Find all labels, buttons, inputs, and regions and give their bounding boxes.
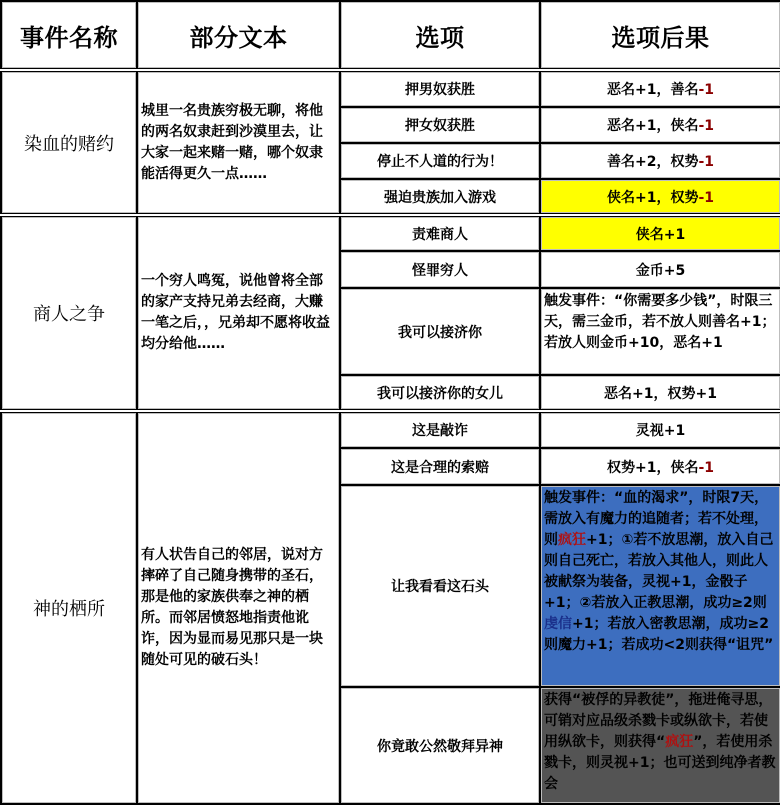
choice-cell: 我可以接济你的女儿 (340, 375, 540, 411)
choice-cell: 停止不人道的行为！ (340, 143, 540, 179)
event-name-cell: 神的栖所 (1, 411, 137, 804)
header-event-name: 事件名称 (1, 1, 137, 70)
outcome-cell: 灵视+1 (540, 411, 780, 448)
choice-cell: 怪罪穷人 (340, 251, 540, 288)
header-part-text: 部分文本 (137, 1, 340, 70)
event-name-cell: 商人之争 (1, 215, 137, 411)
header-choice: 选项 (340, 1, 540, 70)
outcome-text: 权势+1，侠名 (606, 459, 699, 476)
outcome-cell-highlighted (540, 485, 780, 687)
outcome-negative: -1 (698, 82, 715, 98)
outcome-cell: 触发事件：“你需要多少钱”，时限三天，需三金币，若不放人则善名+1；若放人则金币+10，恶名+1 (540, 288, 780, 375)
outcome-text: 恶名+1，侠名 (606, 118, 699, 134)
choice-cell: 让我看看这石头 (340, 485, 540, 687)
table-row (1, 411, 780, 448)
outcome-keyword-madness: 疯狂 (558, 532, 586, 548)
outcome-text: 触发事件：“血的渴求”，时限7天，需放入有魔力的追随者；若不处理，则 (544, 490, 769, 548)
choice-cell: 这是合理的索赔 (340, 448, 540, 485)
choice-cell: 押男奴获胜 (340, 70, 540, 107)
outcome-negative: -1 (698, 189, 715, 206)
header-row (1, 1, 780, 70)
choice-cell: 强迫贵族加入游戏 (340, 179, 540, 215)
outcome-text: 善名+2，权势 (606, 154, 699, 170)
outcome-text: 获得“被俘的异教徒”，拖进俺寻思，可销对应品级杀戮卡或纵欲卡，若使用纵欲卡，则获得“ (544, 692, 773, 750)
outcome-negative: -1 (698, 118, 715, 134)
table-row (1, 70, 780, 107)
part-text-cell: 一个穷人鸣冤，说他曾将全部的家产支持兄弟去经商，大赚一笔之后，，兄弟却不愿将收益均分给他…… (137, 215, 340, 411)
outcome-negative: -1 (698, 459, 715, 476)
header-outcome: 选项后果 (540, 1, 780, 70)
outcome-cell (540, 448, 780, 485)
outcome-cell (540, 107, 780, 143)
outcome-text: +1；若放入密教思潮，成功≥2则魔力+1；若成功<2则获得“诅咒” (544, 616, 774, 653)
outcome-cell (540, 143, 780, 179)
choice-cell: 这是敲诈 (340, 411, 540, 448)
outcome-cell-highlighted: 侠名+1 (540, 215, 780, 251)
outcome-text: 恶名+1，善名 (606, 82, 699, 98)
event-name-cell: 染血的赌约 (1, 70, 137, 215)
outcome-text: ”，若使用杀戮卡，则灵视+1；也可送到纯净者教会 (544, 734, 776, 792)
choice-cell: 责难商人 (340, 215, 540, 251)
choice-cell: 押女奴获胜 (340, 107, 540, 143)
choice-cell: 你竟敢公然敬拜异神 (340, 687, 540, 804)
part-text-cell: 有人状告自己的邻居，说对方摔碎了自己随身携带的圣石，那是他的家族供奉之神的栖所。而邻居愤怒地指责他讹诈，因为显而易见那只是一块随处可见的破石头！ (137, 411, 340, 804)
outcome-keyword-piety: 虔信 (544, 616, 572, 632)
outcome-cell-highlighted (540, 179, 780, 215)
part-text-cell: 城里一名贵族穷极无聊，将他的两名奴隶赶到沙漠里去，让大家一起来赌一赌，哪个奴隶能活得更久一点…… (137, 70, 340, 215)
outcome-keyword-madness: 疯狂 (665, 734, 694, 750)
outcome-cell (540, 70, 780, 107)
outcome-cell: 恶名+1，权势+1 (540, 375, 780, 411)
outcome-cell-highlighted (540, 687, 780, 804)
outcome-cell: 金币+5 (540, 251, 780, 288)
choice-cell: 我可以接济你 (340, 288, 540, 375)
table-row (1, 215, 780, 251)
outcome-text: +1；①若不放思潮，放入自己则自己死亡，若放入其他人，则此人被献祭为装备，灵视+1，金骰子+1；②若放入正教思潮，成功≥2则 (544, 532, 774, 611)
outcome-negative: -1 (698, 154, 715, 170)
outcome-text: 侠名+1，权势 (606, 189, 699, 206)
